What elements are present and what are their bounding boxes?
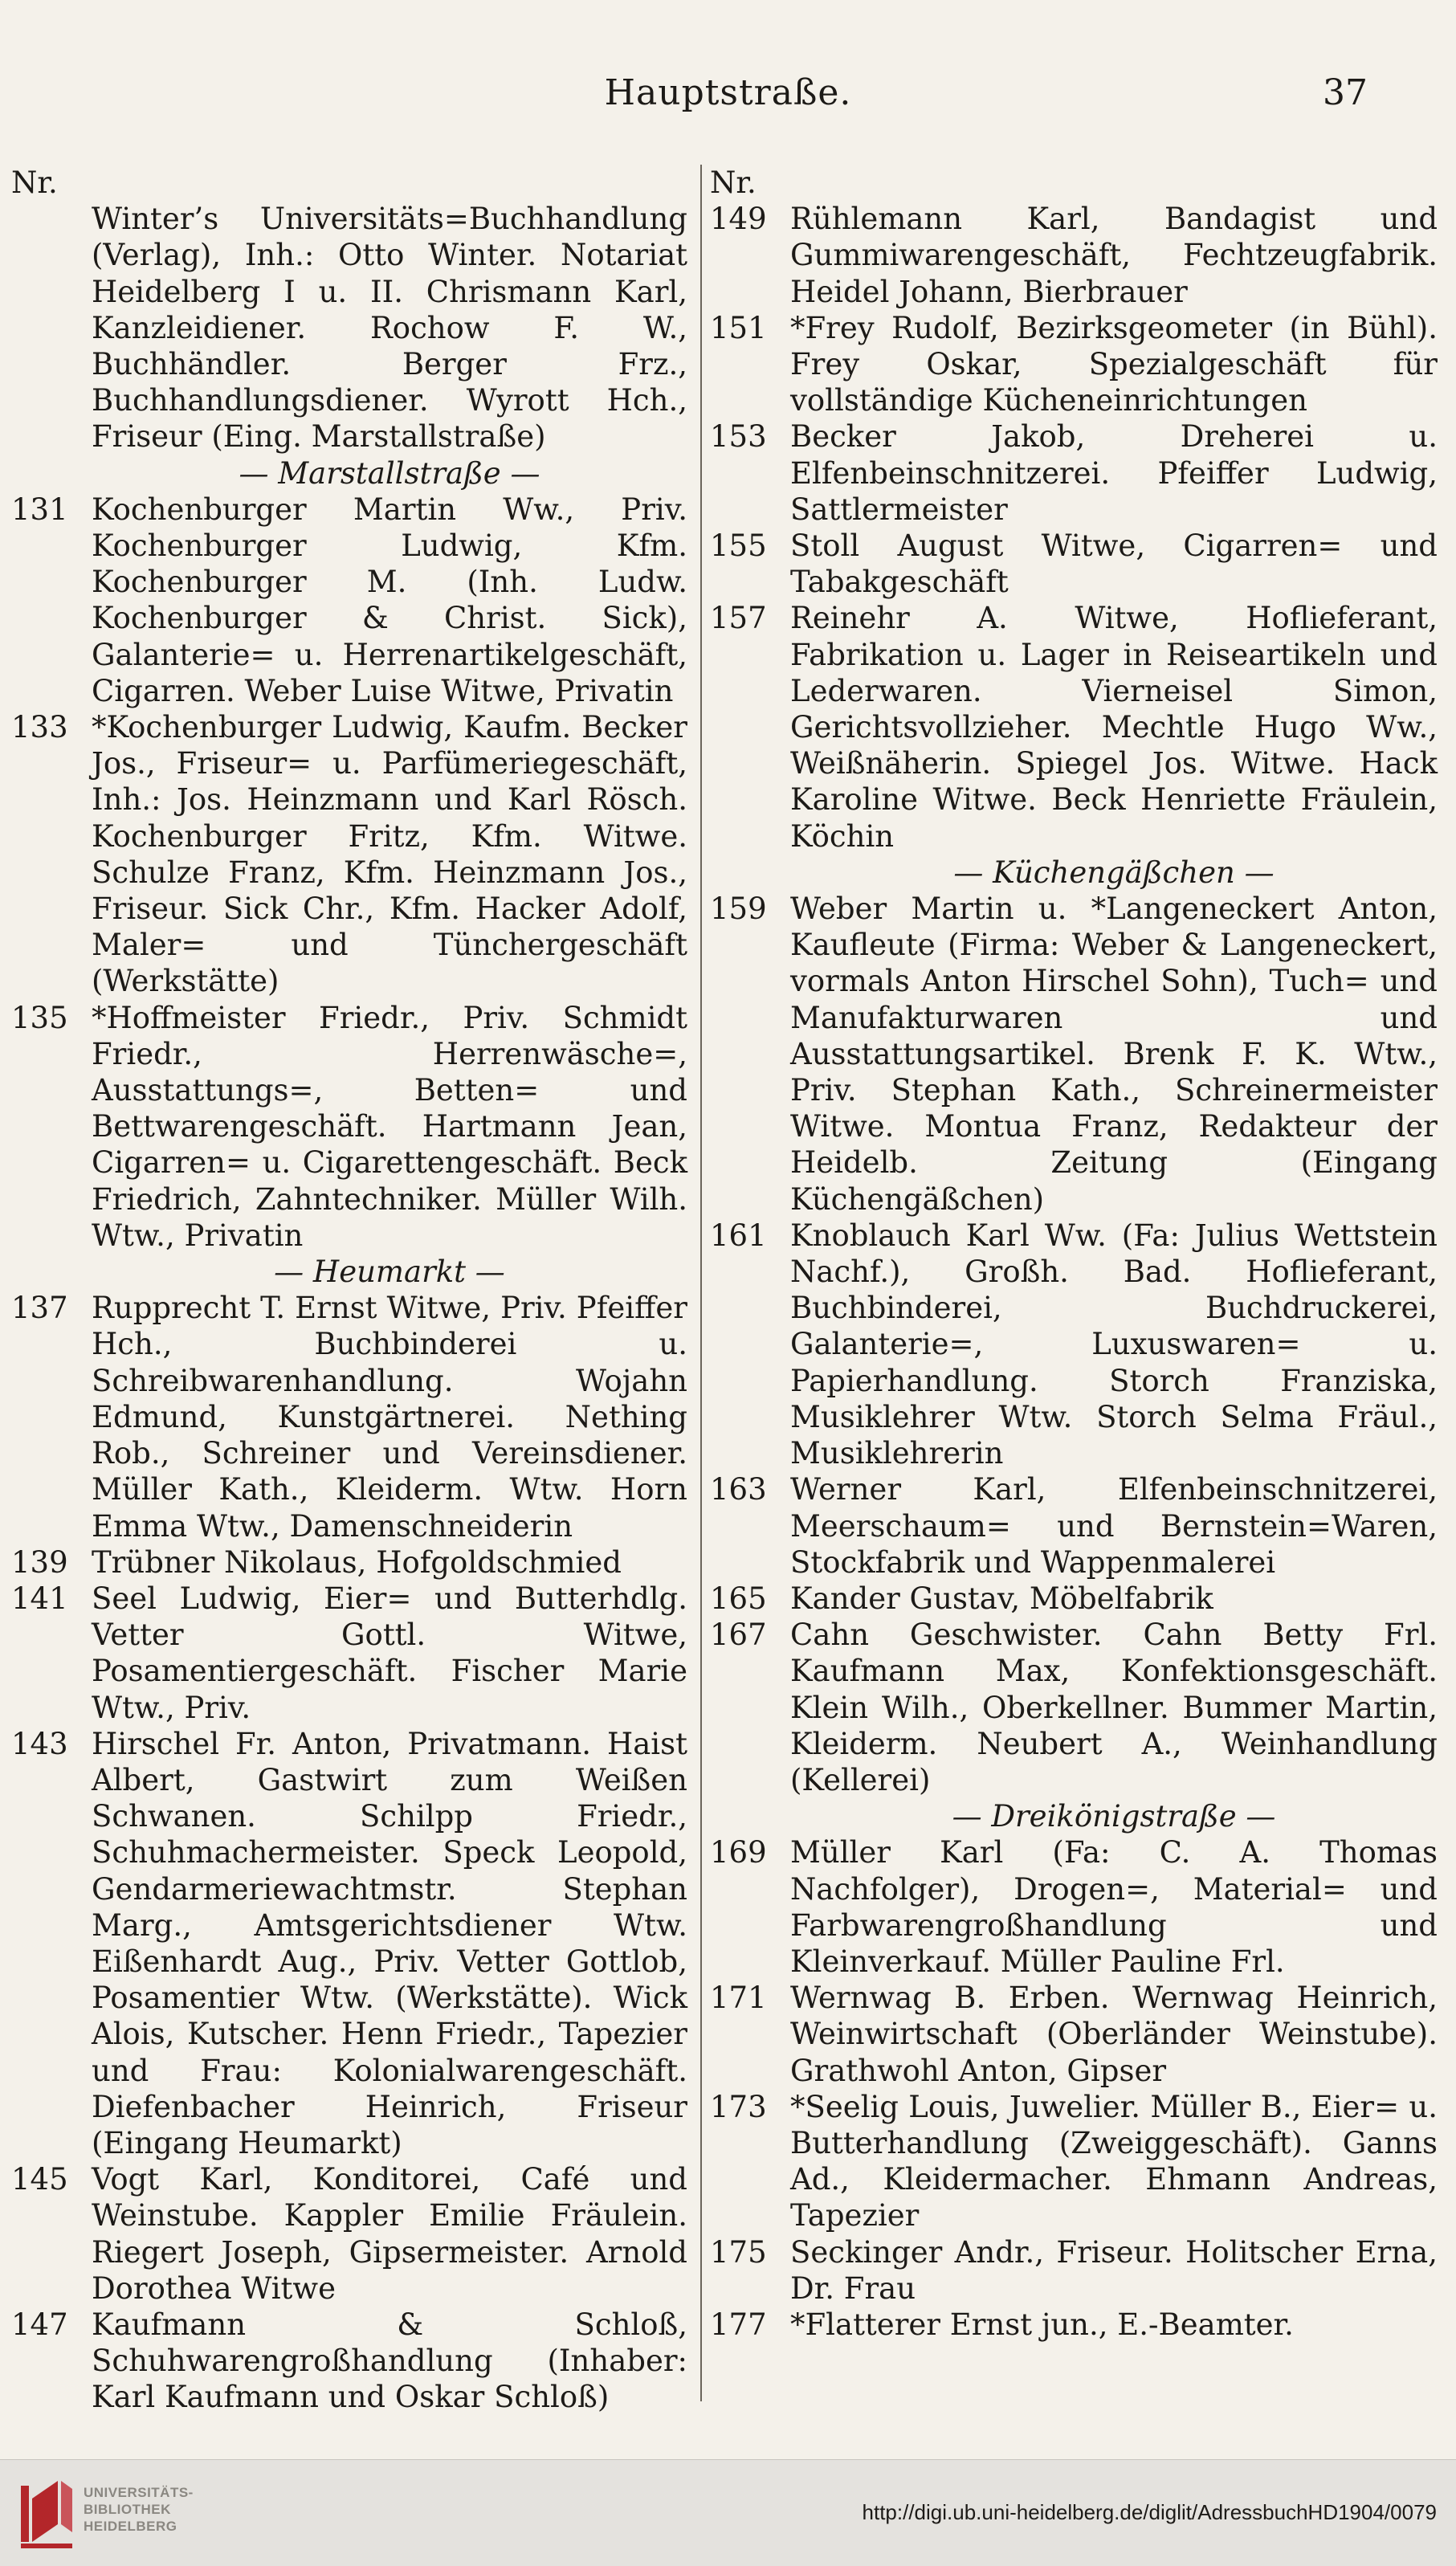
house-number: 155 (710, 528, 767, 564)
house-number: 159 (710, 891, 767, 927)
address-entry (11, 1000, 687, 1254)
library-name (84, 2484, 194, 2535)
address-entry (11, 2307, 687, 2416)
address-entry (710, 2089, 1438, 2234)
digitization-footer (0, 2459, 1456, 2566)
house-number: 133 (11, 710, 68, 745)
address-entry (11, 201, 687, 455)
address-entry (11, 2161, 687, 2307)
resident-list: *Frey Rudolf, Bezirksgeometer (in Bühl). Frey Oskar, Spezialgeschäft für vollständige Kücheneinrichtungen (790, 310, 1438, 418)
address-entry (11, 709, 687, 1000)
address-entry (11, 1726, 687, 2161)
resident-list: *Seelig Louis, Juwelier. Müller B., Eier= u. Butterhandlung (Zweiggeschäft). Ganns Ad., Kleidermacher. Ehmann Andreas, Tapezier (790, 2089, 1438, 2234)
column-divider (700, 165, 702, 2401)
house-number: 135 (11, 1000, 68, 1035)
address-entry (710, 1980, 1438, 2089)
address-entry (710, 310, 1438, 419)
right-column (710, 165, 1438, 2343)
address-entry (710, 2307, 1438, 2343)
library-name-line: BIBLIOTHEK (84, 2502, 171, 2517)
house-number: 151 (710, 310, 767, 345)
house-number: 149 (710, 202, 767, 237)
nr-column-label: Nr. (710, 165, 757, 200)
resident-list: Weber Martin u. *Langeneckert Anton, Kaufleute (Firma: Weber & Langeneckert, vormals Anton Hirschel Sohn), Tuch= und Manufakturwaren und Ausstattungsartikel. Brenk F. K. Wtw., Priv. Stephan Kath., Schreinermeister Witwe. Montua Franz, Redakteur der Heidelb. Zeitung (Eingang Küchengäßchen) (790, 891, 1438, 1217)
resident-list: Knoblauch Karl Ww. (Fa: Julius Wettstein Nachf.), Großh. Bad. Hoflieferant, Buchbinderei, Buchdruckerei, Galanterie=, Luxuswaren= u. Papierhandlung. Storch Franziska, Musiklehrer Wtw. Storch Selma Fräul., Musiklehrerin (790, 1218, 1438, 1471)
address-entry (710, 1834, 1438, 1980)
address-entry (710, 1218, 1438, 1471)
house-number: 171 (710, 1981, 767, 2016)
resident-list: Hirschel Fr. Anton, Privatmann. Haist Albert, Gastwirt zum Weißen Schwanen. Schilpp Friedr., Schuhmachermeister. Speck Leopold, Gendarmeriewachtmstr. Stephan Marg., Amtsgerichtsdiener Wtw. Eißenhardt Aug., Priv. Vetter Gottlob, Posamentier Wtw. (Werkstätte). Wick Alois, Kutscher. Henn Friedr., Tapezier und Frau: Kolonialwarengeschäft. Diefenbacher Heinrich, Friseur (Eingang Heumarkt) (92, 1726, 687, 2160)
resident-list: Wernwag B. Erben. Wernwag Heinrich, Weinwirtschaft (Oberländer Weinstube). Grathwohl Anton, Gipser (790, 1981, 1438, 2088)
resident-list: *Hoffmeister Friedr., Priv. Schmidt Friedr., Herrenwäsche=, Ausstattungs=, Betten= und Bettwarengeschäft. Hartmann Jean, Cigarren= u. Cigarettengeschäft. Beck Friedrich, Zahntechniker. Müller Wilh. Wtw., Privatin (92, 1000, 687, 1253)
house-number: 143 (11, 1726, 68, 1761)
address-entry (710, 891, 1438, 1218)
page-title: Hauptstraße. (604, 72, 852, 113)
source-url-link[interactable]: http://digi.ub.uni-heidelberg.de/diglit/AdressbuchHD1904/0079 (862, 2500, 1437, 2524)
house-number: 161 (710, 1218, 767, 1253)
house-number: 137 (11, 1291, 68, 1326)
house-number: 139 (11, 1544, 68, 1580)
resident-list: *Flatterer Ernst jun., E.-Beamter. (790, 2307, 1294, 2342)
resident-list: Becker Jakob, Dreherei u. Elfenbeinschnitzerei. Pfeiffer Ludwig, Sattlermeister (790, 419, 1438, 527)
resident-list: Stoll August Witwe, Cigarren= und Tabakgeschäft (790, 528, 1438, 600)
page-number: 37 (1323, 72, 1368, 113)
street-crossing-heading: — Marstallstraße — (239, 455, 540, 491)
resident-list: Müller Karl (Fa: C. A. Thomas Nachfolger), Drogen=, Material= und Farbwarengroßhandlung und Kleinverkauf. Müller Pauline Frl. (790, 1835, 1438, 1979)
address-entry (710, 418, 1438, 528)
address-entry (710, 1617, 1438, 1798)
resident-list: Rupprecht T. Ernst Witwe, Priv. Pfeiffer Hch., Buchbinderei u. Schreibwarenhandlung. Wojahn Edmund, Kunstgärtnerei. Nething Rob., Schreiner und Vereinsdiener. Müller Kath., Kleiderm. Wtw. Horn Emma Wtw., Damenschneiderin (92, 1291, 687, 1544)
house-number: 147 (11, 2307, 68, 2342)
address-entry (710, 2234, 1438, 2307)
house-number: 163 (710, 1472, 767, 1507)
house-number: 175 (710, 2234, 767, 2270)
house-number: 141 (11, 1581, 68, 1616)
resident-list: Reinehr A. Witwe, Hoflieferant, Fabrikation u. Lager in Reiseartikeln und Lederwaren. Vierneisel Simon, Gerichtsvollzieher. Mechtle Hugo Ww., Weißnäherin. Spiegel Jos. Witwe. Hack Karoline Witwe. Beck Henriette Fräulein, Köchin (790, 601, 1438, 854)
resident-list: Cahn Geschwister. Cahn Betty Frl. Kaufmann Max, Konfektionsgeschäft. Klein Wilh., Oberkellner. Bummer Martin, Kleiderm. Neubert A., Weinhandlung (Kellerei) (790, 1618, 1438, 1797)
address-entry (710, 528, 1438, 600)
house-number: 167 (710, 1618, 767, 1653)
house-number: 169 (710, 1835, 767, 1870)
resident-list: Kochenburger Martin Ww., Priv. Kochenburger Ludwig, Kfm. Kochenburger M. (Inh. Ludw. Kochenburger & Christ. Sick), Galanterie= u. Herrenartikelgeschäft, Cigarren. Weber Luise Witwe, Privatin (92, 492, 687, 708)
house-number: 145 (11, 2162, 68, 2197)
street-crossing-heading: — Dreikönigstraße — (952, 1799, 1276, 1834)
house-number: 177 (710, 2307, 767, 2342)
running-head (0, 72, 1456, 120)
address-entry (710, 1581, 1438, 1617)
library-name-line: UNIVERSITÄTS- (84, 2485, 194, 2500)
house-number: 153 (710, 419, 767, 455)
resident-list: Kaufmann & Schloß, Schuhwarengroßhandlung (Inhaber: Karl Kaufmann und Oskar Schloß) (92, 2307, 687, 2415)
resident-list: *Kochenburger Ludwig, Kaufm. Becker Jos., Friseur= u. Parfümeriegeschäft, Inh.: Jos. Heinzmann und Karl Rösch. Kochenburger Fritz, Kfm. Witwe. Schulze Franz, Kfm. Heinzmann Jos., Friseur. Sick Chr., Kfm. Hacker Adolf, Maler= und Tünchergeschäft (Werkstätte) (92, 710, 687, 999)
address-entry (11, 1581, 687, 1726)
resident-list: Trübner Nikolaus, Hofgoldschmied (92, 1544, 622, 1580)
library-name-line: HEIDELBERG (84, 2519, 177, 2534)
address-entry (710, 600, 1438, 854)
nr-column-label: Nr. (11, 165, 58, 200)
resident-list: Werner Karl, Elfenbeinschnitzerei, Meerschaum= und Bernstein=Waren, Stockfabrik und Wappenmalerei (790, 1472, 1438, 1580)
resident-list: Seckinger Andr., Friseur. Holitscher Erna, Dr. Frau (790, 2234, 1438, 2306)
house-number: 165 (710, 1581, 767, 1616)
address-entry (710, 201, 1438, 310)
resident-list: Kander Gustav, Möbelfabrik (790, 1581, 1213, 1616)
address-entry (11, 1290, 687, 1544)
street-crossing-heading: — Heumarkt — (274, 1254, 505, 1290)
resident-list: Winter’s Universitäts=Buchhandlung (Verlag), Inh.: Otto Winter. Notariat Heidelberg I u. II. Chrismann Karl, Kanzleidiener. Rochow F. W., Buchhändler. Berger Frz., Buchhandlungsdiener. Wyrott Hch., Friseur (Eing. Marstallstraße) (92, 202, 687, 455)
address-entry (710, 1471, 1438, 1581)
house-number: 131 (11, 492, 68, 527)
house-number: 173 (710, 2089, 767, 2124)
address-entry (11, 492, 687, 709)
resident-list: Rühlemann Karl, Bandagist und Gummiwarengeschäft, Fechtzeugfabrik. Heidel Johann, Bierbrauer (790, 202, 1438, 309)
house-number: 157 (710, 601, 767, 636)
left-column (11, 165, 687, 2416)
university-library-logo-icon (16, 2474, 75, 2552)
resident-list: Vogt Karl, Konditorei, Café und Weinstube. Kappler Emilie Fräulein. Riegert Joseph, Gipsermeister. Arnold Dorothea Witwe (92, 2162, 687, 2306)
resident-list: Seel Ludwig, Eier= und Butterhdlg. Vetter Gottl. Witwe, Posamentiergeschäft. Fischer Marie Wtw., Priv. (92, 1581, 687, 1725)
address-entry (11, 1544, 687, 1581)
street-crossing-heading: — Küchengäßchen — (953, 855, 1275, 890)
